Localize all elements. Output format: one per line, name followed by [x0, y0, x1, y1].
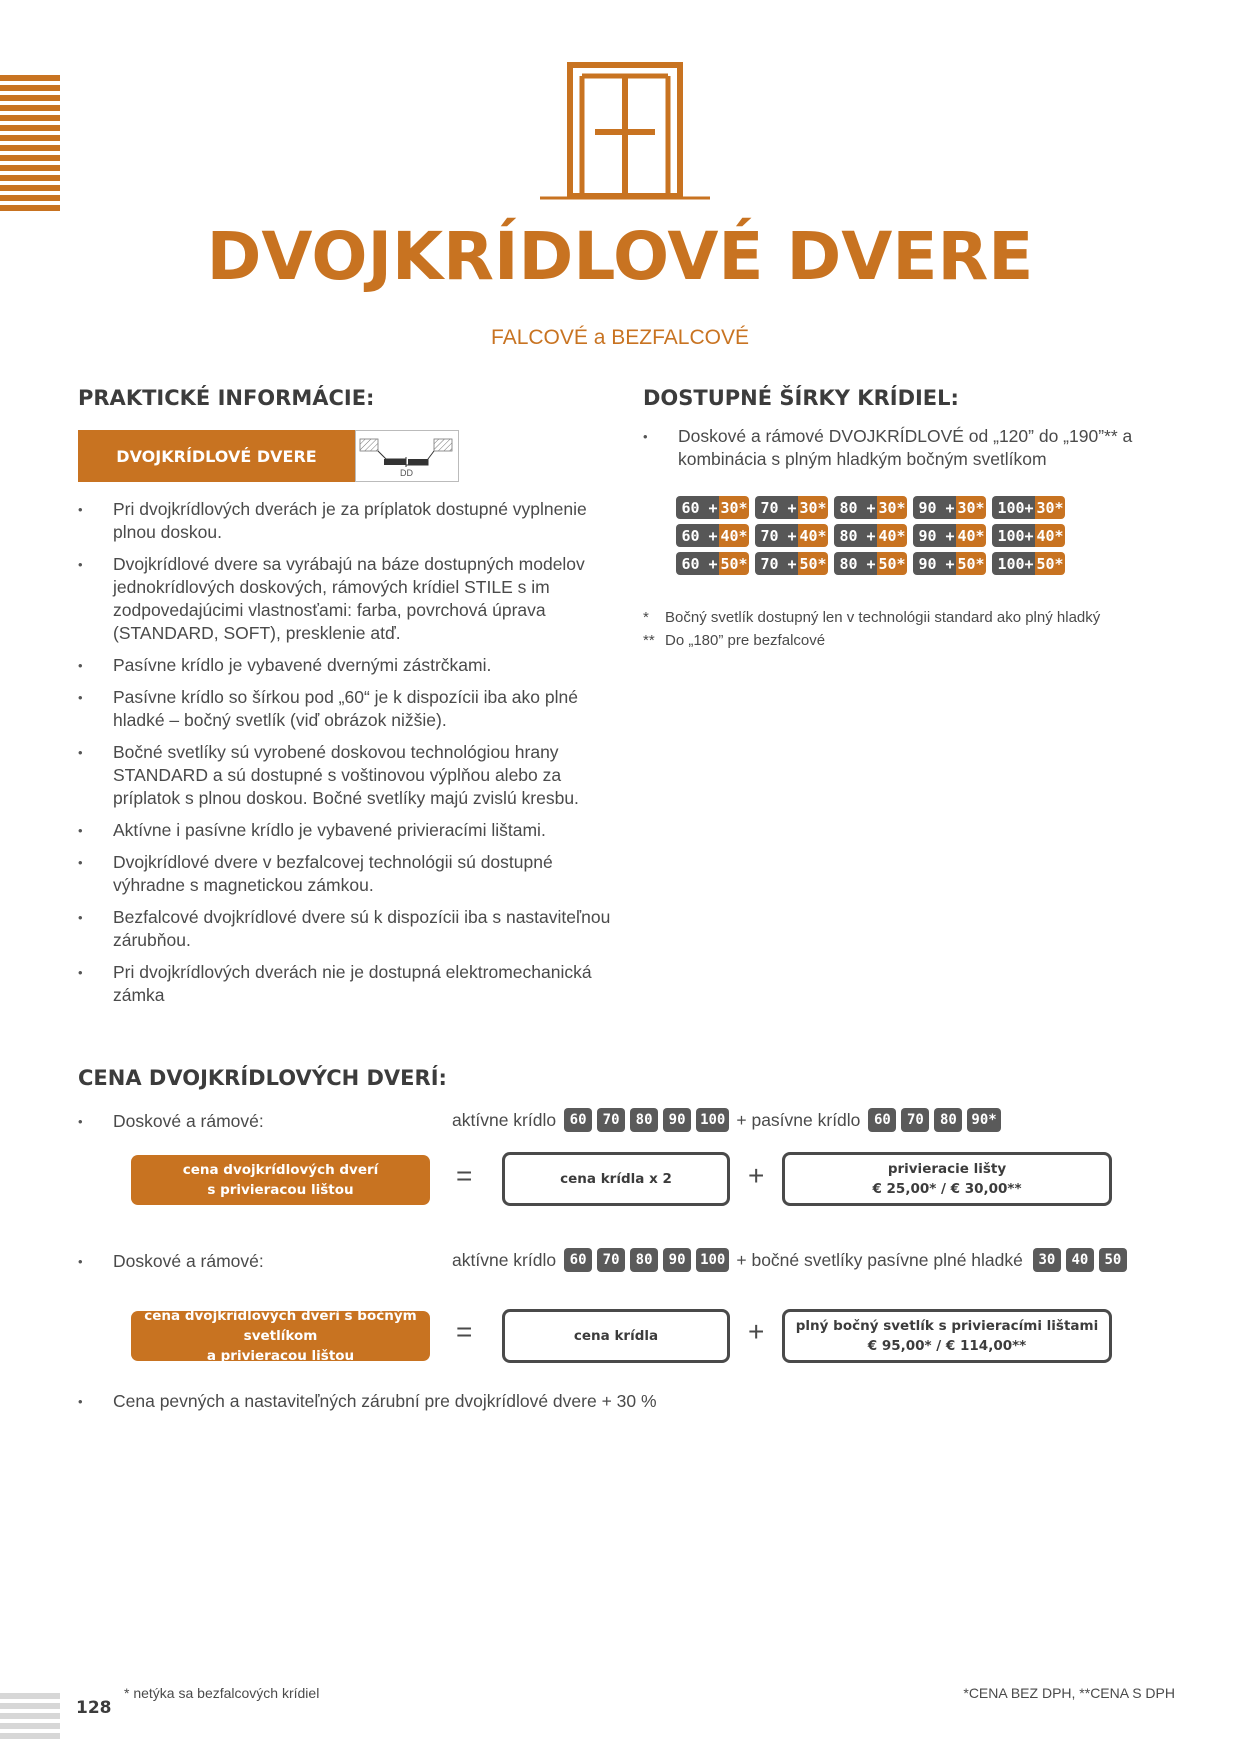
list-item: • Aktívne i pasívne krídlo je vybavené privieracími lištami. [78, 819, 618, 842]
double-door-icon [540, 62, 710, 202]
size-chip: 50 [1099, 1248, 1127, 1272]
diagram-code: DD [400, 468, 413, 478]
width-chip: 100 + 50* [992, 552, 1065, 575]
footnote-right: *CENA BEZ DPH, **CENA S DPH [963, 1685, 1175, 1701]
widths-row [676, 552, 1065, 575]
price-frame-note: • Cena pevných a nastaviteľných zárubní pre dvojkrídlové dvere + 30 % [78, 1390, 778, 1413]
price-row1-label: • Doskové a rámové: [78, 1110, 438, 1133]
equals-sign: = [456, 1316, 473, 1347]
door-section-diagram [355, 430, 459, 482]
width-chip: 60 + 50* [676, 552, 749, 575]
width-chip: 80 + 30* [834, 496, 907, 519]
width-chip: 90 + 30* [913, 496, 986, 519]
widths-heading: DOSTUPNÉ ŠÍRKY KRÍDIEL: [643, 386, 959, 410]
equals-sign: = [456, 1160, 473, 1191]
width-chip: 70 + 40* [755, 524, 828, 547]
list-item: • Dvojkrídlové dvere v bezfalcovej technológii sú dostupné výhradne s magnetickou zámkou. [78, 851, 618, 897]
size-chip: 70 [597, 1248, 625, 1272]
size-chip: 90 [663, 1108, 691, 1132]
footnote-left: * netýka sa bezfalcových krídiel [124, 1685, 320, 1701]
size-chip: 60 [564, 1108, 592, 1132]
page-subtitle: FALCOVÉ a BEZFALCOVÉ [491, 326, 749, 349]
price-row2-list [78, 1250, 438, 1282]
price-addon-box-1: privieracie lišty € 25,00* / € 30,00** [782, 1152, 1112, 1206]
size-chip: 30 [1033, 1248, 1061, 1272]
list-item: • Pasívne krídlo je vybavené dvernými zástrčkami. [78, 654, 618, 677]
width-chip: 60 + 30* [676, 496, 749, 519]
decorative-stripes-bottom [0, 1693, 60, 1743]
page-title: DVOJKRÍDLOVÉ DVERE [206, 218, 1034, 295]
plus-sign: + [748, 1316, 765, 1347]
page-number: 128 [76, 1698, 112, 1718]
widths-row [676, 496, 1065, 519]
width-chip: 80 + 40* [834, 524, 907, 547]
widths-intro-list [643, 425, 1163, 480]
size-chip: 70 [597, 1108, 625, 1132]
size-chip: 80 [934, 1108, 962, 1132]
size-chip: 90* [967, 1108, 1000, 1132]
width-chip: 70 + 50* [755, 552, 828, 575]
width-chip: 60 + 40* [676, 524, 749, 547]
widths-note-1: * Bočný svetlík dostupný len v technológii standard ako plný hladký [643, 609, 1101, 626]
widths-intro: • Doskové a rámové DVOJKRÍDLOVÉ od „120” do „190”** a kombinácia s plným hladkým bočným svetlíkom [643, 425, 1163, 471]
size-chip: 100 [696, 1248, 729, 1272]
price-wing-box-1: cena krídla x 2 [502, 1152, 730, 1206]
widths-note-2: ** Do „180” pre bezfalcové [643, 632, 826, 649]
list-item: • Pasívne krídlo so šírkou pod „60“ je k dispozícii iba ako plné hladké – bočný svetlík (viď obrázok nižšie). [78, 686, 618, 732]
list-item: • Bezfalcové dvojkrídlové dvere sú k dispozícii iba s nastaviteľnou zárubňou. [78, 906, 618, 952]
size-chip: 100 [696, 1108, 729, 1132]
widths-grid [676, 496, 1065, 580]
practical-list [78, 498, 618, 1016]
widths-row [676, 524, 1065, 547]
list-item: • Pri dvojkrídlových dverách je za príplatok dostupné vyplnenie plnou doskou. [78, 498, 618, 544]
price-result-box-1: cena dvojkrídlových dverí s privieracou lištou [131, 1155, 430, 1205]
price-row2-label: • Doskové a rámové: [78, 1250, 438, 1273]
price-row2-sizes: aktívne krídlo 60 70 80 90 100 + bočné svetlíky pasívne plné hladké 30 40 50 [452, 1246, 1132, 1274]
width-chip: 70 + 30* [755, 496, 828, 519]
price-row1-sizes: aktívne krídlo 60 70 80 90 100 + pasívne krídlo 60 70 80 90* [452, 1106, 1006, 1134]
door-type-label: DVOJKRÍDLOVÉ DVERE [78, 430, 355, 482]
size-chip: 60 [868, 1108, 896, 1132]
size-chip: 70 [901, 1108, 929, 1132]
price-result-box-2: cena dvojkrídlových dverí s bočným svetlíkom a privieracou lištou [131, 1311, 430, 1361]
price-addon-box-2: plný bočný svetlík s privieracími lištami € 95,00* / € 114,00** [782, 1309, 1112, 1363]
size-chip: 80 [630, 1108, 658, 1132]
size-chip: 90 [663, 1248, 691, 1272]
practical-heading: PRAKTICKÉ INFORMÁCIE: [78, 386, 375, 410]
width-chip: 90 + 50* [913, 552, 986, 575]
price-heading: CENA DVOJKRÍDLOVÝCH DVERÍ: [78, 1066, 447, 1090]
width-chip: 100 + 30* [992, 496, 1065, 519]
plus-sign: + [748, 1160, 765, 1191]
decorative-stripes [0, 75, 60, 215]
width-chip: 80 + 50* [834, 552, 907, 575]
size-chip: 40 [1066, 1248, 1094, 1272]
price-frame-note-list [78, 1390, 778, 1422]
size-chip: 60 [564, 1248, 592, 1272]
price-row1-list [78, 1110, 438, 1142]
list-item: • Pri dvojkrídlových dverách nie je dostupná elektromechanická zámka [78, 961, 618, 1007]
size-chip: 80 [630, 1248, 658, 1272]
width-chip: 100 + 40* [992, 524, 1065, 547]
list-item: • Dvojkrídlové dvere sa vyrábajú na báze dostupných modelov jednokrídlových doskových, rámových krídiel STILE s im zodpovedajúcimi vlastnosťami: farba, povrchová úprava (STANDARD, SOFT), presklenie atď. [78, 553, 618, 645]
price-wing-box-2: cena krídla [502, 1309, 730, 1363]
width-chip: 90 + 40* [913, 524, 986, 547]
list-item: • Bočné svetlíky sú vyrobené doskovou technológiou hrany STANDARD a sú dostupné s voštinovou výplňou alebo za príplatok s plnou doskou. Bočné svetlíky majú zvislú kresbu. [78, 741, 618, 810]
